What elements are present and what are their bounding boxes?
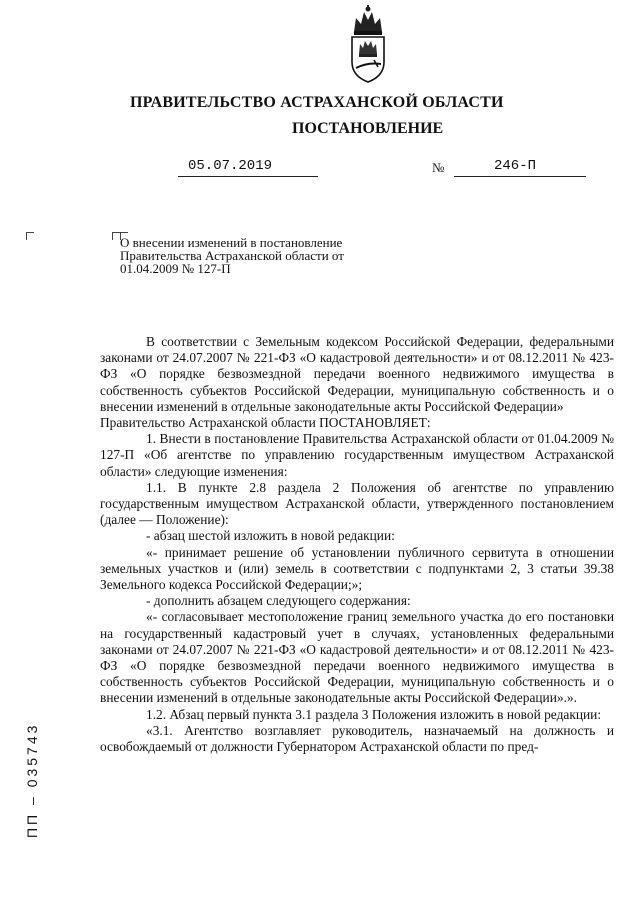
added-paragraph-text: «- согласовывает местоположение границ земельного участка до его постановки на государственный кадастровый учет в случаях, установленных федеральными законами от 24.07.2007 № 221-ФЗ «О кадастровой деятельности» и от 08.12.2011 № 423-ФЗ «О порядке безвозмездной передачи военного недвижимого имущества в собственность субъектов Российской Федерации, муниципальную собственность и о внесении изменений в отдельные законодательные акты Российской Федерации».». xyxy=(100,609,614,706)
add-paragraph-instruction: - дополнить абзацем следующего содержания: xyxy=(146,593,411,609)
document-date: 05.07.2019 xyxy=(178,158,318,177)
resolves-paragraph: Правительство Астраханской области ПОСТАНОВЛЯЕТ: xyxy=(100,415,431,431)
preamble-paragraph: В соответствии с Земельным кодексом Российской Федерации, федеральными законами от 24.07.2007 № 221-ФЗ «О кадастровой деятельности» и от 08.12.2011 № 423-ФЗ «О порядке безвозмездной передачи военного недвижимого имущества в собственность субъектов Российской Федерации, муниципальную собственность и о внесении изменений в отдельные законодательные акты Российской Федерации» xyxy=(100,334,614,414)
corner-mark-left xyxy=(26,232,34,240)
corner-mark-subject xyxy=(112,232,120,240)
paragraph-six-instruction: - абзац шестой изложить в новой редакции: xyxy=(146,528,395,544)
document-subject: О внесении изменений в постановление Правительства Астраханской области от 01.04.2009 № 127-П xyxy=(120,235,344,276)
document-type: ПОСТАНОВЛЕНИЕ xyxy=(292,120,444,137)
number-sign: № xyxy=(432,160,445,175)
item-3-1-text: «3.1. Агентство возглавляет руководитель, назначаемый на должность и освобождаемый от должности Губернатором Астраханской области по пред- xyxy=(100,722,614,755)
item-1-paragraph: 1. Внести в постановление Правительства Астраханской области от 01.04.2009 № 127-П «Об агентстве по управлению государственным имуществом Астраханской области» следующие изменения: xyxy=(100,431,614,479)
item-1-2-paragraph: 1.2. Абзац первый пункта 3.1 раздела 3 Положения изложить в новой редакции: xyxy=(146,706,602,722)
coat-of-arms-icon xyxy=(344,4,392,84)
government-title: ПРАВИТЕЛЬСТВО АСТРАХАНСКОЙ ОБЛАСТИ xyxy=(130,94,504,111)
document-number: 246-П xyxy=(454,158,586,177)
serial-number: ПП – 035743 xyxy=(24,722,40,838)
paragraph-six-text: «- принимает решение об установлении публичного сервитута в отношении земельных участков и (или) земель в соответствии с подпунктами 2, 3 статьи 39.38 Земельного кодекса Российской Федерации;»; xyxy=(100,544,614,593)
document-body xyxy=(100,332,614,755)
item-1-1-paragraph: 1.1. В пункте 2.8 раздела 2 Положения об агентстве по управлению государственным имуществом Астраханской области, утвержденного постановлением (далее — Положение): xyxy=(100,479,614,528)
